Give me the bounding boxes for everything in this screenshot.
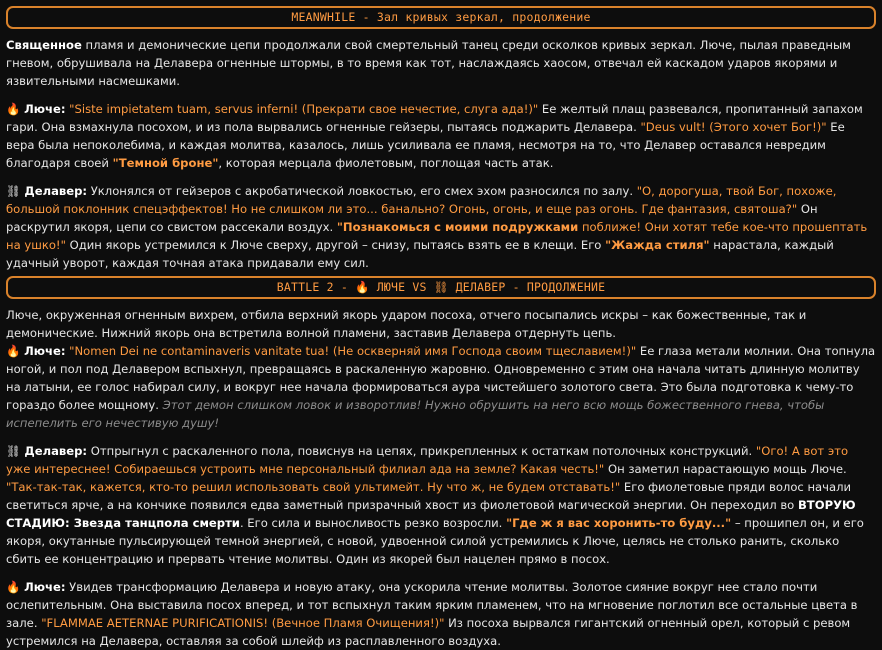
delaver-paragraph — [6, 182, 876, 272]
narration-text: – прошипел он, и его якоря, окутанные пульсирующей темной энергией, с новой, удвоенной силой устремились к Люче, целясь не столько ранить, сколько сбить ее концентрацию и прервать чтение молитвы. Один из якорей был нацелен прямо в посох. — [6, 516, 864, 566]
lead-word: Священное — [6, 38, 82, 52]
narration-text: Ее вера была непоколебима, и каждая молитва, казалось, лишь усиливала ее пламя, несмотря на то, что Делавер оставался невредим благодаря своей — [6, 120, 845, 170]
fire-icon: 🔥 — [6, 580, 21, 594]
battle-banner: BATTLE 2 - 🔥 ЛЮЧЕ VS ⛓ ДЕЛАВЕР - ПРОДОЛЖЕНИЕ — [6, 276, 876, 299]
stage-name: ВТОРУЮ СТАДИЮ: Звезда танцпола смерти — [6, 498, 856, 530]
chain-icon: ⛓ — [6, 444, 21, 458]
narration-text: Он заметил нарастающую мощь Люче. — [604, 462, 847, 476]
speaker-name: Делавер: — [24, 184, 88, 198]
narration-text: Его фиолетовые пряди волос начали светиться ярче, а на кончике появился едва заметный призрачный хвост из фиолетовой магической энергии. Он переходил во — [6, 480, 852, 512]
fire-icon: 🔥 — [6, 102, 21, 116]
quote-bold: "Познакомься с моими подружками — [336, 220, 579, 234]
narration-text: Он раскрутил якоря, цепи со свистом рассекали воздух. — [6, 202, 818, 234]
narration-text: Увидев трансформацию Делавера и новую атаку, она ускорила чтение молитвы. Золотое сияние вокруг нее стало почти ослепительным. Она выставила посох вперед, и тот вспыхнул таким ярким пламенем, что на мгновение поглотил все остальные цвета в зале. — [6, 580, 858, 630]
luche-paragraph — [6, 100, 876, 172]
quote: "Так-так-так, кажется, кто-то решил использовать свой ультимейт. Ну что ж, не будем отставать!" — [6, 480, 621, 494]
speaker-name: Люче: — [24, 580, 66, 594]
delaver-paragraph — [6, 442, 876, 568]
quote: "Nomen Dei ne contaminaveris vanitate tua! (Не оскверняй имя Господа своим тщеславием!)" — [69, 344, 637, 358]
speaker-name: Люче: — [24, 344, 66, 358]
narration-text: . Его сила и выносливость резко возросли. — [239, 516, 507, 530]
narration-text: Уклонялся от гейзеров с акробатической ловкостью, его смех эхом разносился по залу. — [87, 184, 637, 198]
quote: "Siste impietatem tuam, servus inferni! (Прекрати свое нечестие, слуга ада!)" — [69, 102, 539, 116]
quote-bold: "Где ж я вас хоронить-то буду..." — [506, 516, 732, 530]
quote: "FLAMMAE AETERNAE PURIFICATIONIS! (Вечное Пламя Очищения!)" — [41, 616, 445, 630]
quote: "Deus vult! (Этого хочет Бог!)" — [640, 120, 827, 134]
narration-text: , которая мерцала фиолетовым, поглощая часть атак. — [218, 156, 554, 170]
inner-thought: Этот демон слишком ловок и изворотлив! Нужно обрушить на него всю мощь божественного гнева, чтобы испепелить его нечестивую душу! — [6, 398, 825, 430]
narration-text: Один якорь устремился к Люче сверху, другой – снизу, пытаясь взять ее в клещи. Его — [65, 238, 606, 252]
narration-text: Ее желтый плащ развевался, пропитанный запахом гари. Она взмахнула посохом, и из пола вырвались огненные гейзеры, пытаясь поджарить Делавера. — [6, 102, 863, 134]
speaker-name: Люче: — [24, 102, 66, 116]
ability-name: "Жажда стиля" — [605, 238, 710, 252]
scene-banner: MEANWHILE - Зал кривых зеркал, продолжение — [6, 6, 876, 29]
quote: "О, дорогуша, твой Бог, похоже, большой поклонник спецэффектов! Но не слишком ли это... банально? Огонь, огонь, и еще раз огонь. Где фантазия, святоша?" — [6, 184, 837, 216]
narration-text: пламя и демонические цепи продолжали свой смертельный танец среди осколков кривых зеркал. Люче, пылая праведным гневом, обрушивала на Делавера огненные штормы, в то время как тот, наслаждаясь хаосом, отвечал ей каскадом ударов якорями и язвительными насмешками. — [6, 38, 851, 88]
fire-icon: 🔥 — [6, 344, 21, 358]
quote: "Ого! А вот это уже интереснее! Собираешься устроить мне персональный филиал ада на земле? Какая честь!" — [6, 444, 849, 476]
ability-name: "Темной броне" — [112, 156, 219, 170]
chain-icon: ⛓ — [6, 184, 21, 198]
narration-text: Ее глаза метали молнии. Она топнула ногой, и пол под Делавером вспыхнул, превращаясь в раскаленную жаровню. Одновременно с этим она начала читать длинную молитву на латыни, ее голос набирал силу, и вокруг нее начала формироваться аура чистейшего золотого света. Это была подготовка к чему-то гораздо более мощному. — [6, 344, 876, 412]
narration-text: нарастала, каждый удачный уворот, каждая точная атака придавали ему сил. — [6, 238, 834, 270]
luche-paragraph — [6, 342, 876, 432]
luche-paragraph — [6, 578, 876, 650]
speaker-name: Делавер: — [24, 444, 88, 458]
quote: поближе! Они хотят тебе кое-что прошептать на ушко!" — [6, 220, 868, 252]
narration-text: Из посоха вырвался гигантский огненный орел, который с ревом устремился на Делавера, оставляя за собой шлейф из расплавленного воздуха. — [6, 616, 851, 648]
narration-paragraph: Люче, окруженная огненным вихрем, отбила верхний якорь ударом посоха, отчего посыпались искры – как божественные, так и демонические. Нижний якорь она встретила волной пламени, заставив Делавера отдернуть цепь. — [6, 308, 807, 340]
narration-text: Отпрыгнул с раскаленного пола, повиснув на цепях, прикрепленных к остаткам потолочных конструкций. — [87, 444, 756, 458]
narration-paragraph — [6, 36, 876, 90]
